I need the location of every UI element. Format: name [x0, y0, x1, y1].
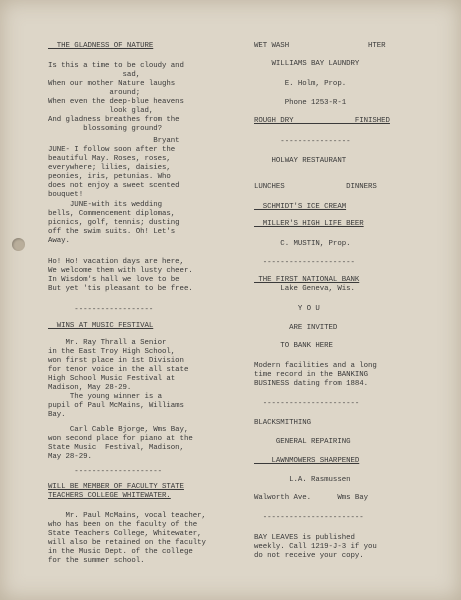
right-column-line: BUSINESS dating from 1884.: [254, 380, 369, 388]
right-column-line: C. MUSTIN, Prop.: [254, 240, 351, 248]
left-column-line: does not enjoy a sweet scented: [48, 182, 180, 190]
right-column-line: weekly. Call 1219-J-3 if you: [254, 543, 377, 551]
left-column-line: peonies, iris, petunias. Who: [48, 173, 171, 181]
right-column-line: E. Holm, Prop.: [254, 80, 347, 88]
left-column-line: around;: [48, 89, 141, 97]
left-column-line: In Wisdom's hall we love to be: [48, 276, 180, 284]
left-column-line: will also be retained on the faculty: [48, 539, 206, 547]
right-column-line: Walworth Ave. Wms Bay: [254, 494, 369, 502]
left-column-line: THE GLADNESS OF NATURE: [48, 42, 154, 50]
right-column-line: WILLIAMS BAY LAUNDRY: [254, 60, 360, 68]
left-column-line: won first place in 1st Division: [48, 357, 184, 365]
left-column-line: bells, Commencement diplomas,: [48, 210, 176, 218]
right-column-line: ----------------: [254, 138, 351, 146]
left-column-line: JUNE-with its wedding: [48, 201, 163, 209]
right-column-line: THE FIRST NATIONAL BANK: [254, 276, 360, 284]
binder-hole: [12, 238, 25, 251]
right-column-line: LAWNMOWERS SHARPENED: [254, 457, 360, 465]
left-column-line: for the summer school.: [48, 557, 145, 565]
right-column-line: Y O U: [254, 305, 320, 313]
right-column-line: -----------------------: [254, 514, 364, 522]
left-column-line: Bay.: [48, 411, 66, 419]
left-column-line: everywhere; lilies, daisies,: [48, 164, 171, 172]
left-column-line: But yet 'tis pleasant to be free.: [48, 285, 193, 293]
left-column-line: beautiful May. Roses, roses,: [48, 155, 171, 163]
left-column-line: blossoming ground?: [48, 125, 163, 133]
left-column-line: Bryant: [48, 137, 180, 145]
left-column-line: Carl Cable Bjorge, Wms Bay,: [48, 426, 189, 434]
right-column-line: MILLER'S HIGH LIFE BEER: [254, 220, 364, 228]
left-column-line: And gladness breathes from the: [48, 116, 180, 124]
left-column-line: sad,: [48, 71, 141, 79]
left-column-line: Mr. Ray Thrall a Senior: [48, 339, 167, 347]
right-column-line: Lake Geneva, Wis.: [254, 285, 355, 293]
left-column-line: When our mother Nature laughs: [48, 80, 176, 88]
right-column-line: BAY LEAVES is published: [254, 534, 355, 542]
left-column-line: When even the deep-blue heavens: [48, 98, 184, 106]
right-column-line: BLACKSMITHING: [254, 419, 312, 427]
left-column-line: bouquet!: [48, 191, 84, 199]
right-column-line: SCHMIDT'S ICE CREAM: [254, 203, 347, 211]
left-column-line: TEACHERS COLLEGE WHITEWATER.: [48, 492, 171, 500]
right-column-line: ---------------------: [254, 259, 355, 267]
right-column-line: TO BANK HERE: [254, 342, 333, 350]
right-column-line: ----------------------: [254, 400, 360, 408]
left-column-line: in the Music Dept. of the college: [48, 548, 193, 556]
left-column-line: picnics, golf, tennis; dusting: [48, 219, 180, 227]
right-column-line: L.A. Rasmussen: [254, 476, 351, 484]
left-column-line: JUNE- I follow soon after the: [48, 146, 176, 154]
left-column-line: for tenor voice in the all state: [48, 366, 189, 374]
left-column-line: Madison, May 28-29.: [48, 384, 132, 392]
left-column-line: who has been on the faculty of the: [48, 521, 198, 529]
left-column-line: Mr. Paul McMains, vocal teacher,: [48, 512, 206, 520]
left-column-line: off the swim suits. Oh! Let's: [48, 228, 176, 236]
right-column-line: Phone 1253-R-1: [254, 99, 347, 107]
right-column-line: ROUGH DRY FINISHED: [254, 117, 390, 125]
right-column-line: time record in the BANKING: [254, 371, 369, 379]
left-column-line: ------------------: [48, 306, 154, 314]
left-column-line: State Teachers College, Whitewater,: [48, 530, 202, 538]
left-column-line: Ho! Ho! vacation days are here,: [48, 258, 184, 266]
left-column-line: State Music Festival, Madison,: [48, 444, 184, 452]
left-column-line: May 28-29.: [48, 453, 92, 461]
right-column-line: WET WASH HTER: [254, 42, 386, 50]
right-column-line: LUNCHES DINNERS: [254, 183, 377, 191]
left-column-line: won second place for piano at the: [48, 435, 193, 443]
left-column-line: in the East Troy High School,: [48, 348, 176, 356]
right-column-line: GENERAL REPAIRING: [254, 438, 351, 446]
left-column-line: We welcome them with lusty cheer.: [48, 267, 193, 275]
left-column-line: The young winner is a: [48, 393, 163, 401]
left-column-line: pupil of Paul McMains, Williams: [48, 402, 184, 410]
left-column-line: look glad,: [48, 107, 154, 115]
right-column-line: ARE INVITED: [254, 324, 338, 332]
left-column-line: --------------------: [48, 468, 163, 476]
left-column-line: WINS AT MUSIC FESTIVAL: [48, 322, 154, 330]
left-column-line: Is this a time to be cloudy and: [48, 62, 184, 70]
right-column-line: Modern facilities and a long: [254, 362, 377, 370]
left-column-line: WILL BE MEMBER OF FACULTY STATE: [48, 483, 184, 491]
left-column-line: High School Music Festival at: [48, 375, 176, 383]
right-column-line: HOLWAY RESTAURANT: [254, 157, 347, 165]
left-column-line: Away.: [48, 237, 70, 245]
right-column-line: do not receive your copy.: [254, 552, 364, 560]
